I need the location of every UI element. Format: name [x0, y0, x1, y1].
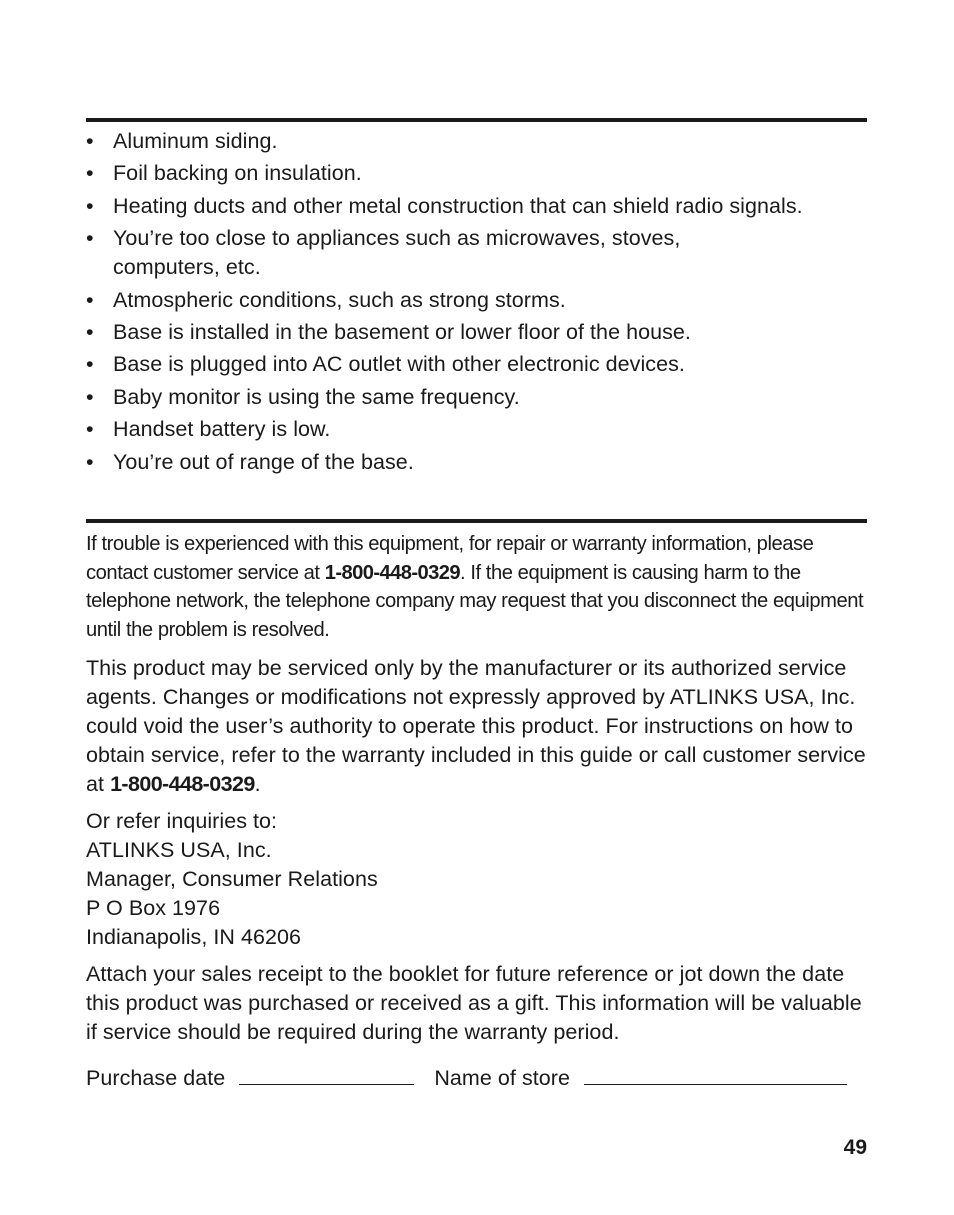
bullet-icon: •	[86, 449, 94, 474]
list-item-text: Aluminum siding.	[113, 129, 278, 153]
list-item-text: Heating ducts and other metal construction that can shield radio signals.	[113, 193, 803, 218]
purchase-date-label: Purchase date	[86, 1066, 226, 1090]
list-item-text: Foil backing on insulation.	[113, 161, 362, 186]
phone-number: 1-800-448-0329	[324, 561, 460, 584]
bullet-icon: •	[86, 319, 94, 344]
list-item-text: You’re out of range of the base.	[113, 449, 414, 474]
list-item-text: You’re too close to appliances such as microwaves, stoves, computers, etc.	[113, 226, 681, 280]
list-item	[86, 448, 867, 477]
list-item	[86, 350, 867, 379]
bullet-icon: •	[86, 129, 94, 153]
purchase-info-row	[86, 1064, 867, 1093]
mailing-address	[86, 807, 867, 952]
list-item	[86, 415, 867, 444]
page-number: 49	[843, 1136, 867, 1159]
list-item	[86, 159, 867, 188]
store-name-label: Name of store	[434, 1066, 570, 1090]
list-item	[86, 383, 867, 412]
list-item-text: Base is installed in the basement or lower floor of the house.	[113, 319, 691, 344]
bullet-icon: •	[86, 287, 94, 312]
list-item-text: Handset battery is low.	[113, 417, 331, 442]
bullet-icon: •	[86, 352, 94, 377]
list-item	[86, 127, 867, 156]
bullet-icon: •	[86, 193, 94, 218]
list-item-text: Atmospheric conditions, such as strong storms.	[113, 287, 566, 312]
bullet-icon: •	[86, 384, 94, 409]
address-line: Or refer inquiries to:	[86, 809, 278, 833]
purchase-date-blank	[239, 1064, 414, 1085]
address-line: Manager, Consumer Relations	[86, 867, 378, 891]
list-item	[86, 286, 867, 315]
list-item	[86, 192, 867, 221]
phone-number: 1-800-448-0329	[110, 772, 255, 796]
receipt-paragraph: Attach your sales receipt to the booklet for future reference or jot down the date this product was purchased or received as a gift. This information will be valuable if service should be required during the warranty period.	[86, 962, 862, 1044]
top-divider	[86, 118, 867, 122]
address-line: Indianapolis, IN 46206	[86, 925, 302, 949]
section-divider	[86, 519, 867, 523]
interference-causes-list	[86, 127, 867, 480]
list-item-text: Base is plugged into AC outlet with other electronic devices.	[113, 352, 685, 377]
service-paragraph: If trouble is experienced with this equipment, for repair or warranty information, please contact customer service at 1-800-448-0329. If the equipment is causing harm to the telephone network, the telephone company may request that you disconnect the equipment until the problem is resolved.	[86, 533, 864, 642]
list-item	[86, 224, 867, 282]
address-line: P O Box 1976	[86, 896, 221, 920]
store-name-blank	[584, 1064, 847, 1085]
list-item	[86, 318, 867, 347]
list-item-text: Baby monitor is using the same frequency.	[113, 384, 520, 409]
address-line: ATLINKS USA, Inc.	[86, 838, 272, 862]
bullet-icon: •	[86, 161, 94, 186]
bullet-icon: •	[86, 417, 94, 442]
authorized-service-paragraph: This product may be serviced only by the manufacturer or its authorized service agents. Changes or modifications not expressly approved by ATLINKS USA, Inc. could void the user’s authority to operate this product. For instructions on how to obtain service, refer to the warranty included in this guide or call customer service at 1-800-448-0329.	[86, 656, 866, 796]
bullet-icon: •	[86, 226, 94, 251]
